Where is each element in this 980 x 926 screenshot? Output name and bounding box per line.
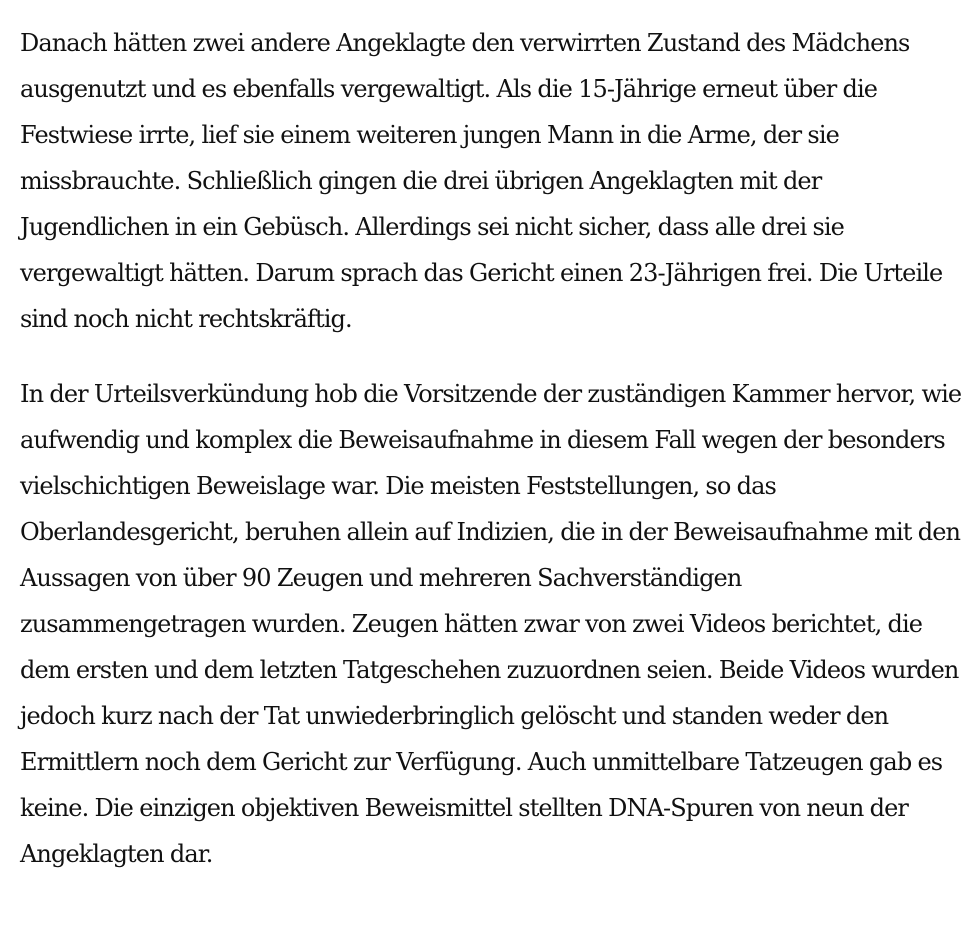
article-body (20, 20, 965, 877)
article-paragraph-2: In der Urteilsverkündung hob die Vorsitzende der zuständigen Kammer hervor, wie aufwendig und komplex die Beweisaufnahme in diesem Fall wegen der besonders vielschichtigen Beweislage war. Die meisten Feststellungen, so das Oberlandesgericht, beruhen allein auf Indizien, die in der Beweisaufnahme mit den Aussagen von über 90 Zeugen und mehreren Sachverständigen zusammengetragen wurden. Zeugen hätten zwar von zwei Videos berichtet, die dem ersten und dem letzten Tatgeschehen zuzuordnen seien. Beide Videos wurden jedoch kurz nach der Tat unwiederbringlich gelöscht und standen weder den Ermittlern noch dem Gericht zur Verfügung. Auch unmittelbare Tatzeugen gab es keine. Die einzigen objektiven Beweismittel stellten DNA-Spuren von neun der Angeklagten dar. (20, 380, 962, 868)
article-paragraph-1: Danach hätten zwei andere Angeklagte den verwirrten Zustand des Mädchens ausgenutzt und es ebenfalls vergewaltigt. Als die 15-Jährige erneut über die Festwiese irrte, lief sie einem weiteren jungen Mann in die Arme, der sie missbrauchte. Schließlich gingen die drei übrigen Angeklagten mit der Jugendlichen in ein Gebüsch. Allerdings sei nicht sicher, dass alle drei sie vergewaltigt hätten. Darum sprach das Gericht einen 23-Jährigen frei. Die Urteile sind noch nicht rechtskräftig. (20, 29, 943, 333)
